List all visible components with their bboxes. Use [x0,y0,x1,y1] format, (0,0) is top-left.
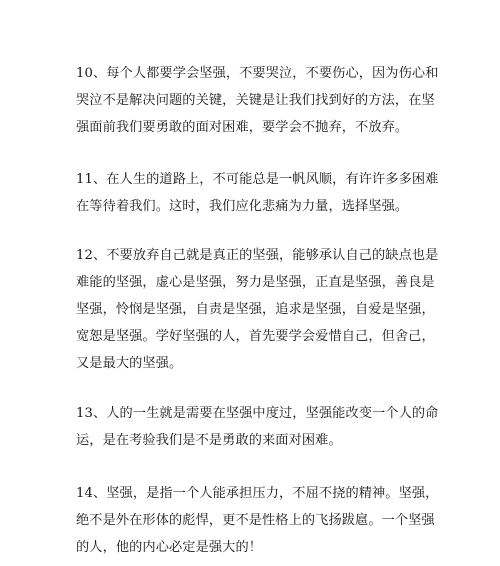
paragraph-line: 绝不是外在形体的彪悍，更不是性格上的飞扬跋扈。一个坚强 [76,513,435,528]
paragraph-line: 难能的坚强，虚心是坚强，努力是坚强，正直是坚强，善良是 [76,275,435,290]
paragraph-13 [76,400,439,454]
paragraph-line: 强面前我们要勇敢的面对困难，要学会不抛弃，不放弃。 [76,120,409,135]
paragraph-10 [76,60,439,141]
paragraph-line: 14、坚强，是指一个人能承担压力，不屈不挠的精神。坚强， [76,486,439,501]
paragraph-line: 哭泣不是解决问题的关键，关键是让我们找到好的方法，在坚 [76,93,435,108]
paragraph-line: 又是最大的坚强。 [76,356,183,371]
paragraph-14 [76,480,439,561]
paragraph-line: 12、不要放弃自己就是真正的坚强，能够承认自己的缺点也是 [76,248,439,263]
paragraph-line: 在等待着我们。这时，我们应化悲痛为力量，选择坚强。 [76,199,409,214]
paragraph-line: 运，是在考验我们是不是勇敢的来面对困难。 [76,433,342,448]
paragraph-line: 宽恕是坚强。学好坚强的人，首先要学会爱惜自己，但舍己， [76,329,435,344]
paragraph-line: 11、在人生的道路上，不可能总是一帆风顺，有许许多多困难 [76,172,439,187]
paragraph-12 [76,242,439,377]
paragraph-line: 10、每个人都要学会坚强，不要哭泣，不要伤心，因为伤心和 [76,66,439,81]
paragraph-11 [76,166,439,220]
paragraph-line: 13、人的一生就是需要在坚强中度过，坚强能改变一个人的命 [76,406,439,421]
paragraph-line: 坚强，怜悯是坚强，自责是坚强，追求是坚强，自爱是坚强， [76,302,435,317]
paragraph-line: 的人，他的内心必定是强大的！ [76,540,263,555]
